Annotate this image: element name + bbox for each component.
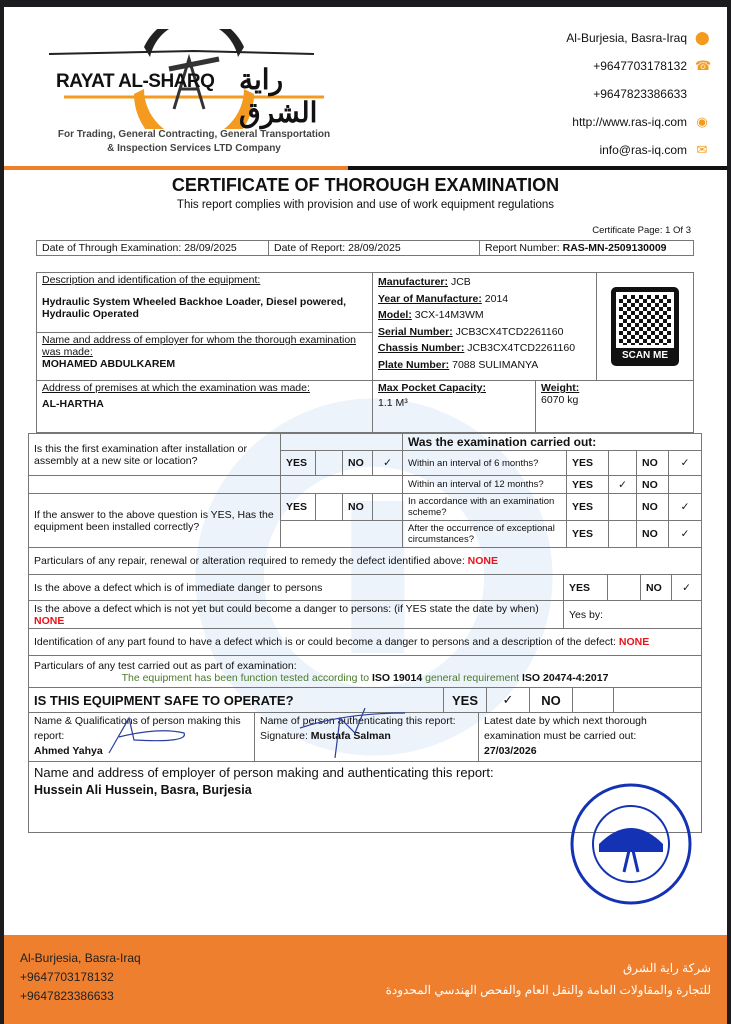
repair-row xyxy=(29,548,702,575)
logo-text-ar: راية الشرق xyxy=(239,64,318,128)
next-exam-cell xyxy=(479,713,702,762)
black-divider xyxy=(348,166,727,170)
signature-authenticator-icon xyxy=(295,708,405,758)
orange-divider xyxy=(4,166,348,170)
text: general requirement xyxy=(422,671,523,684)
no-label: NO xyxy=(343,494,373,521)
value: JCB3CX4TCD2261160 xyxy=(467,342,576,354)
test-statement xyxy=(34,672,696,684)
value: 27/03/2026 xyxy=(484,745,537,757)
blank-cell xyxy=(281,476,403,494)
qr-label: SCAN ME xyxy=(621,350,669,361)
value: AL-HARTHA xyxy=(42,398,104,410)
contact-phone-1 xyxy=(593,58,712,73)
no-check[interactable] xyxy=(669,476,702,494)
globe-icon: ◉ xyxy=(696,114,708,129)
no-label: NO xyxy=(637,521,669,548)
company-logo xyxy=(24,29,364,164)
signature-maker-icon xyxy=(99,715,199,755)
yes-check[interactable] xyxy=(609,451,637,476)
no-check[interactable] xyxy=(373,494,403,521)
qr-code-cell[interactable] xyxy=(597,273,694,381)
label: Name and address of employer of person making and authenticating this report: xyxy=(34,765,494,780)
website-link[interactable]: http://www.ras-iq.com xyxy=(572,115,687,129)
page-number: Certificate Page: 1 Of 3 xyxy=(592,225,691,236)
examination-scheme: In accordance with an examination scheme? xyxy=(403,494,567,521)
yes-check[interactable] xyxy=(316,451,343,476)
no-check[interactable]: ✓ xyxy=(669,494,702,521)
yes-check[interactable] xyxy=(316,494,343,521)
footer-phone-2: +9647823386633 xyxy=(20,989,114,1003)
stamp-icon xyxy=(569,782,693,906)
tagline-line-2: & Inspection Services LTD Company xyxy=(107,143,281,154)
standard: ISO 20474-4:2017 xyxy=(522,671,609,684)
tagline-line-1: For Trading, General Contracting, General Transportation xyxy=(57,129,331,140)
premises-address-cell xyxy=(37,381,373,433)
yes-check[interactable] xyxy=(609,521,637,548)
exceptional-circumstances: After the occurrence of exceptional circumstances? xyxy=(403,521,567,548)
value: JCB3CX4TCD2261160 xyxy=(455,325,564,338)
footer-contacts xyxy=(20,949,141,1006)
signatures-table xyxy=(28,712,702,762)
identification-row xyxy=(29,629,702,656)
text: The equipment has been function tested according to xyxy=(121,671,372,684)
interval-12-months: Within an interval of 12 months? xyxy=(403,476,567,494)
certificate-page xyxy=(4,7,727,1024)
company-stamp xyxy=(569,782,693,906)
no-label: NO xyxy=(641,575,672,601)
contact-text: Al-Burjesia, Basra-Iraq xyxy=(566,31,687,45)
standard: ISO 19014 xyxy=(372,671,423,684)
equipment-specs xyxy=(373,273,597,381)
contact-text: +9647703178132 xyxy=(593,59,687,73)
label: Latest date by which next thorough examination must be carried out: xyxy=(484,715,647,742)
label: Serial Number: xyxy=(378,325,453,338)
yes-check[interactable]: ✓ xyxy=(487,688,530,713)
none-value: NONE xyxy=(618,636,650,648)
report-date: Date of Report: 28/09/2025 xyxy=(269,241,480,256)
value: Ahmed Yahya xyxy=(34,745,103,757)
footer xyxy=(4,935,727,1024)
report-number xyxy=(480,241,694,256)
blank-cell xyxy=(29,476,281,494)
no-check[interactable]: ✓ xyxy=(669,451,702,476)
location-pin-icon: ⬤ xyxy=(695,30,710,45)
equipment-description xyxy=(37,273,373,333)
contact-website[interactable] xyxy=(572,115,709,129)
safe-question: IS THIS EQUIPMENT SAFE TO OPERATE? xyxy=(29,688,444,713)
authenticator-cell xyxy=(255,713,479,762)
label: Max Pocket Capacity: xyxy=(378,382,486,394)
value: Hydraulic System Wheeled Backhoe Loader, Diesel powered, Hydraulic Operated xyxy=(42,296,347,320)
yes-label: YES xyxy=(567,451,609,476)
footer-phone-1: +9647703178132 xyxy=(20,970,114,984)
dates-table xyxy=(36,240,694,256)
none-value: NONE xyxy=(467,555,499,567)
no-label: NO xyxy=(637,476,669,494)
email-link[interactable]: info@ras-iq.com xyxy=(599,143,687,157)
page-subtitle: This report complies with provision and use of work equipment regulations xyxy=(176,199,555,211)
value: MOHAMED ABDULKAREM xyxy=(42,358,176,370)
value: Mustafa Salman xyxy=(310,730,391,742)
label: Name and address of employer for whom the thorough examination was made: xyxy=(42,334,357,358)
yes-label: YES xyxy=(567,476,609,494)
footer-address: Al-Burjesia, Basra-Iraq xyxy=(20,951,141,965)
no-check[interactable] xyxy=(573,688,614,713)
equipment-table xyxy=(36,272,694,433)
no-label: NO xyxy=(637,451,669,476)
carried-out-header: Was the examination carried out: xyxy=(403,434,702,451)
contact-email[interactable] xyxy=(599,143,709,157)
yes-label: YES xyxy=(281,494,316,521)
no-label: NO xyxy=(530,688,573,713)
qr-code[interactable] xyxy=(611,287,679,366)
footer-tagline-ar: للتجارة والمقاولات العامة والنقل العام والفحص الهندسي المحدودة xyxy=(385,983,711,997)
page-title: CERTIFICATE OF THOROUGH EXAMINATION xyxy=(171,175,560,195)
yes-check[interactable] xyxy=(608,575,641,601)
yes-check[interactable] xyxy=(609,494,637,521)
qr-pattern-icon xyxy=(616,292,674,348)
envelope-icon: ✉ xyxy=(696,142,708,157)
label: Manufacturer: xyxy=(378,276,449,288)
blank-cell xyxy=(614,688,702,713)
label: Particulars of any repair, renewal or alteration required to remedy the defect identified above: xyxy=(34,555,468,567)
exam-date: Date of Through Examination: 28/09/2025 xyxy=(37,241,269,256)
immediate-danger-question: Is the above a defect which is of immediate danger to persons xyxy=(29,575,564,601)
no-label: NO xyxy=(637,494,669,521)
blank-cell xyxy=(281,434,403,451)
yes-label: YES xyxy=(281,451,316,476)
no-label: NO xyxy=(343,451,373,476)
value: Hussein Ali Hussein, Basra, Burjesia xyxy=(34,783,252,797)
value: 2014 xyxy=(484,292,509,305)
blank-cell xyxy=(281,521,403,548)
contact-address xyxy=(566,31,709,45)
weight-cell xyxy=(536,381,694,433)
value: 1.1 M³ xyxy=(378,397,408,409)
yes-label: YES xyxy=(567,494,609,521)
employer-cell xyxy=(37,333,373,381)
label: Particulars of any test carried out as part of examination: xyxy=(34,659,297,672)
examination-table xyxy=(28,433,702,548)
yes-by-field[interactable]: Yes by: xyxy=(564,601,702,629)
installed-correctly-question: If the answer to the above question is YES, Has the equipment been installed correctly? xyxy=(29,494,281,548)
no-check[interactable]: ✓ xyxy=(669,521,702,548)
footer-arabic xyxy=(386,957,711,1001)
logo-text-en: RAYAT AL-SHARQ xyxy=(56,71,215,92)
contact-text: +9647823386633 xyxy=(593,87,687,101)
value: JCB xyxy=(450,276,471,288)
label: Chassis Number: xyxy=(378,342,465,354)
yes-label: YES xyxy=(444,688,487,713)
report-number-label: Report Number: xyxy=(485,242,563,254)
phone-icon: ☎ xyxy=(695,58,712,73)
first-exam-question: Is this the first examination after installation or assembly at a new site or location? xyxy=(29,434,281,476)
label: Name & Qualifications of person making this report: xyxy=(34,715,241,742)
label: Plate Number: xyxy=(378,358,450,371)
defects-table xyxy=(28,547,702,688)
label: Identification of any part found to have a defect which is or could become a danger to persons and a description of the defect: xyxy=(34,636,619,648)
capacity-cell xyxy=(373,381,536,433)
label: Is the above a defect which is not yet but could become a danger to persons: (if YES state the date by when) xyxy=(34,602,539,615)
label: Description and identification of the equipment: xyxy=(42,274,261,286)
none-value: NONE xyxy=(34,614,65,627)
tests-row xyxy=(29,656,702,688)
label: Name of person authenticating this report: xyxy=(260,715,456,727)
report-maker-cell xyxy=(29,713,255,762)
value: 6070 kg xyxy=(541,394,579,406)
contact-phone-2 xyxy=(593,87,687,101)
yes-check[interactable]: ✓ xyxy=(609,476,637,494)
future-danger-row xyxy=(29,601,564,629)
label: Address of premises at which the examination was made: xyxy=(42,382,310,394)
footer-company-ar: شركة راية الشرق xyxy=(622,961,711,975)
no-check[interactable]: ✓ xyxy=(672,575,702,601)
value: 7088 SULIMANYA xyxy=(452,358,539,371)
yes-label: YES xyxy=(567,521,609,548)
value: 3CX-14M3WM xyxy=(414,309,484,321)
no-check[interactable]: ✓ xyxy=(373,451,403,476)
label: Model: xyxy=(378,309,412,321)
yes-label: YES xyxy=(564,575,608,601)
report-number-value: RAS-MN-2509130009 xyxy=(562,242,667,254)
label: Year of Manufacture: xyxy=(378,292,482,305)
label: Signature: xyxy=(260,730,311,742)
interval-6-months: Within an interval of 6 months? xyxy=(403,451,567,476)
label: Weight: xyxy=(541,382,580,394)
